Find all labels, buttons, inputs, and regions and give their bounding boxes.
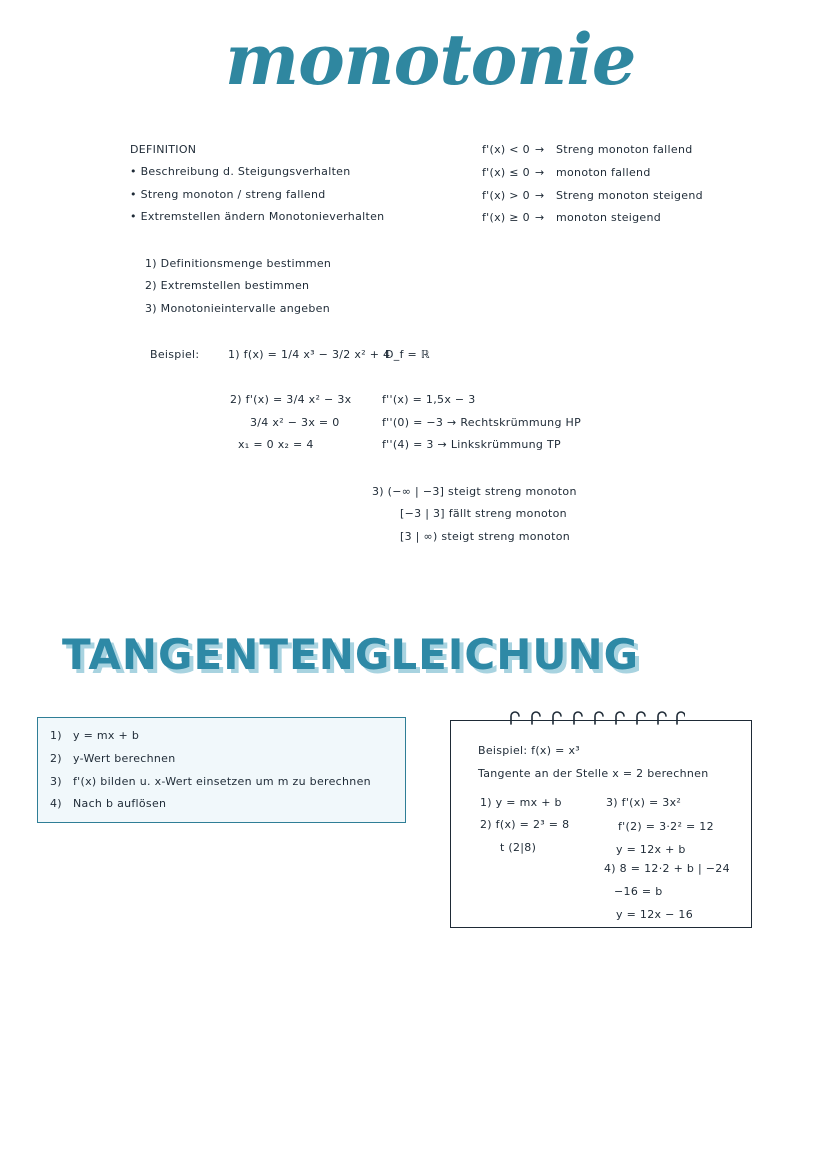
step-item: 1) Definitionsmenge bestimmen: [145, 257, 332, 270]
step-text: y-Wert berechnen: [73, 752, 176, 765]
step-number: 1): [50, 729, 62, 742]
rule-condition: f'(x) ≥ 0: [482, 211, 530, 224]
interval-line: [3 | ∞) steigt streng monoton: [400, 530, 571, 543]
example-step: y = 12x + b: [616, 843, 686, 856]
example-heading: Beispiel: f(x) = x³: [478, 744, 580, 757]
arrow-icon: →: [535, 189, 545, 202]
example-step: 2) f(x) = 2³ = 8: [480, 818, 570, 831]
step-text: y = mx + b: [73, 729, 140, 742]
rule-result: Streng monoton fallend: [556, 143, 693, 156]
step-number: 2): [50, 752, 62, 765]
rule-result: monoton steigend: [556, 211, 662, 224]
rule-result: monoton fallend: [556, 166, 651, 179]
rule-condition: f'(x) ≤ 0: [482, 166, 530, 179]
example-step: f'(2) = 3·2² = 12: [618, 820, 714, 833]
example-step: −16 = b: [614, 885, 663, 898]
step-number: 4): [50, 797, 62, 810]
step-item: 2) Extremstellen bestimmen: [145, 279, 310, 292]
example-step: 3) f'(x) = 3x²: [606, 796, 682, 809]
example-domain: D_f = ℝ: [385, 348, 430, 361]
arrow-icon: →: [535, 166, 545, 179]
example-function: 1) f(x) = 1/4 x³ − 3/2 x² + 4: [228, 348, 391, 361]
definition-heading: DEFINITION: [130, 143, 197, 156]
example-step: 4) 8 = 12·2 + b | −24: [604, 862, 730, 875]
interval-line: 3) (−∞ | −3] steigt streng monoton: [372, 485, 577, 498]
second-derivative-line: f''(4) = 3 → Linkskrümmung TP: [382, 438, 561, 451]
step-item: 3) Monotonieintervalle angeben: [145, 302, 330, 315]
second-derivative-line: f''(x) = 1,5x − 3: [382, 393, 476, 406]
example-point: t (2|8): [500, 841, 537, 854]
example-label: Beispiel:: [150, 348, 200, 361]
bullet-item: • Streng monoton / streng fallend: [130, 188, 326, 201]
bullet-item: • Beschreibung d. Steigungsverhalten: [130, 165, 351, 178]
roots-line: x₁ = 0 x₂ = 4: [238, 438, 314, 451]
step-number: 3): [50, 775, 62, 788]
derivative-line: 3/4 x² − 3x = 0: [250, 416, 340, 429]
interval-line: [−3 | 3] fällt streng monoton: [400, 507, 567, 520]
rule-condition: f'(x) > 0: [482, 189, 530, 202]
bullet-item: • Extremstellen ändern Monotonieverhalten: [130, 210, 385, 223]
section-title: TANGENTENGLEICHUNG: [62, 630, 640, 679]
arrow-icon: →: [535, 211, 545, 224]
example-step: 1) y = mx + b: [480, 796, 562, 809]
rule-result: Streng monoton steigend: [556, 189, 703, 202]
example-result: y = 12x − 16: [616, 908, 694, 921]
step-text: Nach b auflösen: [73, 797, 167, 810]
example-task: Tangente an der Stelle x = 2 berechnen: [478, 767, 709, 780]
rule-condition: f'(x) < 0: [482, 143, 530, 156]
spiral-binding-icon: [505, 708, 685, 730]
second-derivative-line: f''(0) = −3 → Rechtskrümmung HP: [382, 416, 582, 429]
page-title: monotonie: [225, 18, 636, 101]
step-text: f'(x) bilden u. x-Wert einsetzen um m zu berechnen: [73, 775, 371, 788]
derivative-line: 2) f'(x) = 3/4 x² − 3x: [230, 393, 352, 406]
arrow-icon: →: [535, 143, 545, 156]
